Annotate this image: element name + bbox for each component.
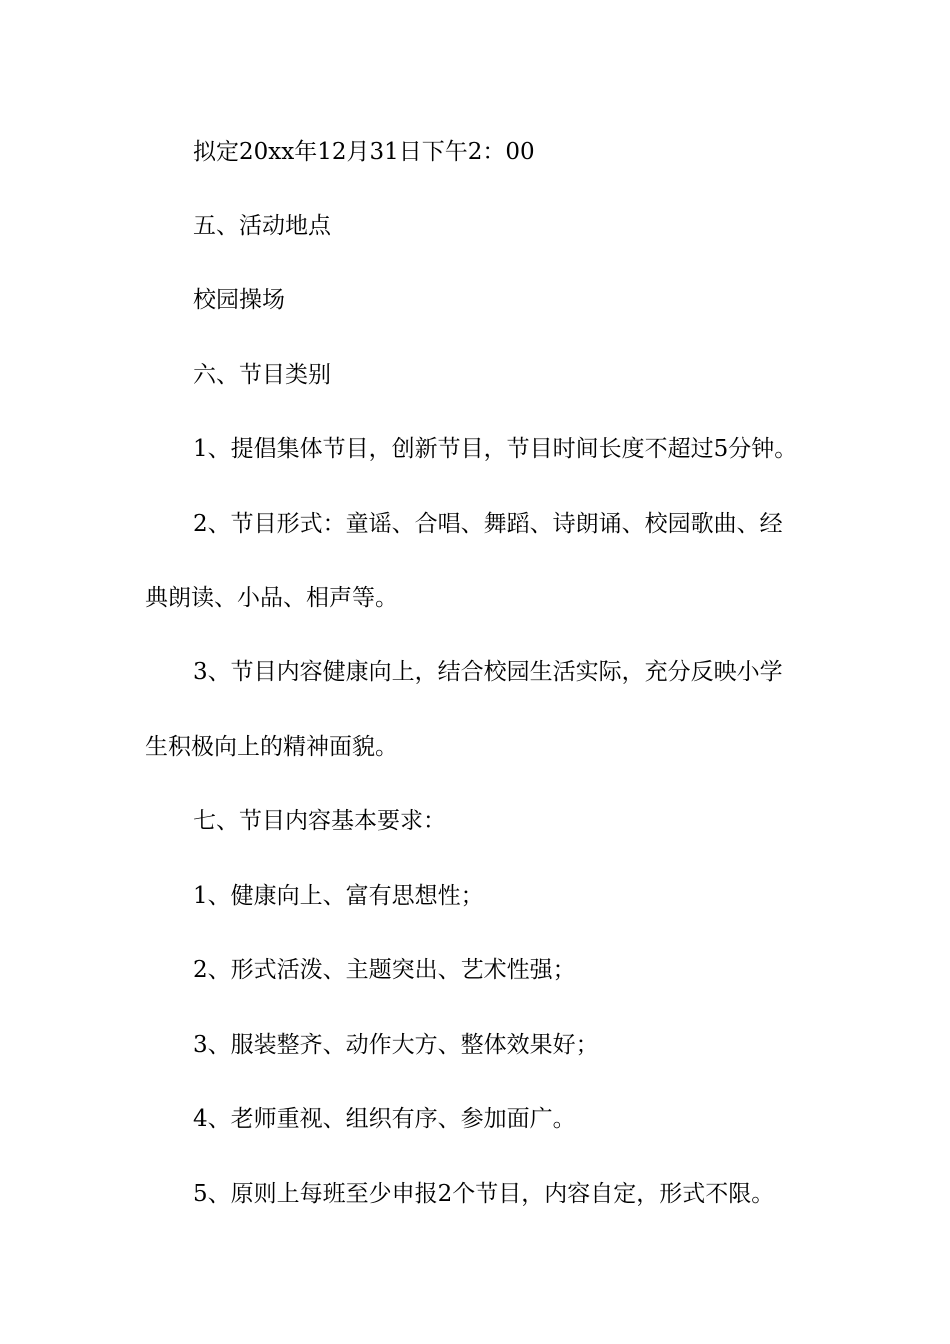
location-text: 校园操场 <box>193 287 285 313</box>
section-heading-program-types: 六、节目类别 <box>193 362 331 388</box>
requirement-item-2: 2、形式活泼、主题突出、艺术性强； <box>193 957 576 983</box>
section-heading-requirements: 七、节目内容基本要求： <box>193 808 446 834</box>
requirement-item-5: 5、原则上每班至少申报2个节目，内容自定，形式不限。 <box>193 1181 775 1207</box>
requirement-item-1: 1、健康向上、富有思想性； <box>193 883 484 909</box>
program-type-item-3-continued: 生积极向上的精神面貌。 <box>145 734 398 760</box>
requirement-item-4: 4、老师重视、组织有序、参加面广。 <box>193 1106 576 1132</box>
section-heading-location: 五、活动地点 <box>193 213 331 239</box>
program-type-item-2: 2、节目形式：童谣、合唱、舞蹈、诗朗诵、校园歌曲、经 <box>193 511 783 537</box>
program-type-item-1: 1、提倡集体节目，创新节目，节目时间长度不超过5分钟。 <box>193 436 798 462</box>
requirement-item-3: 3、服装整齐、动作大方、整体效果好； <box>193 1032 599 1058</box>
program-type-item-3: 3、节目内容健康向上，结合校园生活实际，充分反映小学 <box>193 659 783 685</box>
activity-time-text: 拟定20xx年12月31日下午2：00 <box>193 139 535 165</box>
program-type-item-2-continued: 典朗读、小品、相声等。 <box>145 585 398 611</box>
